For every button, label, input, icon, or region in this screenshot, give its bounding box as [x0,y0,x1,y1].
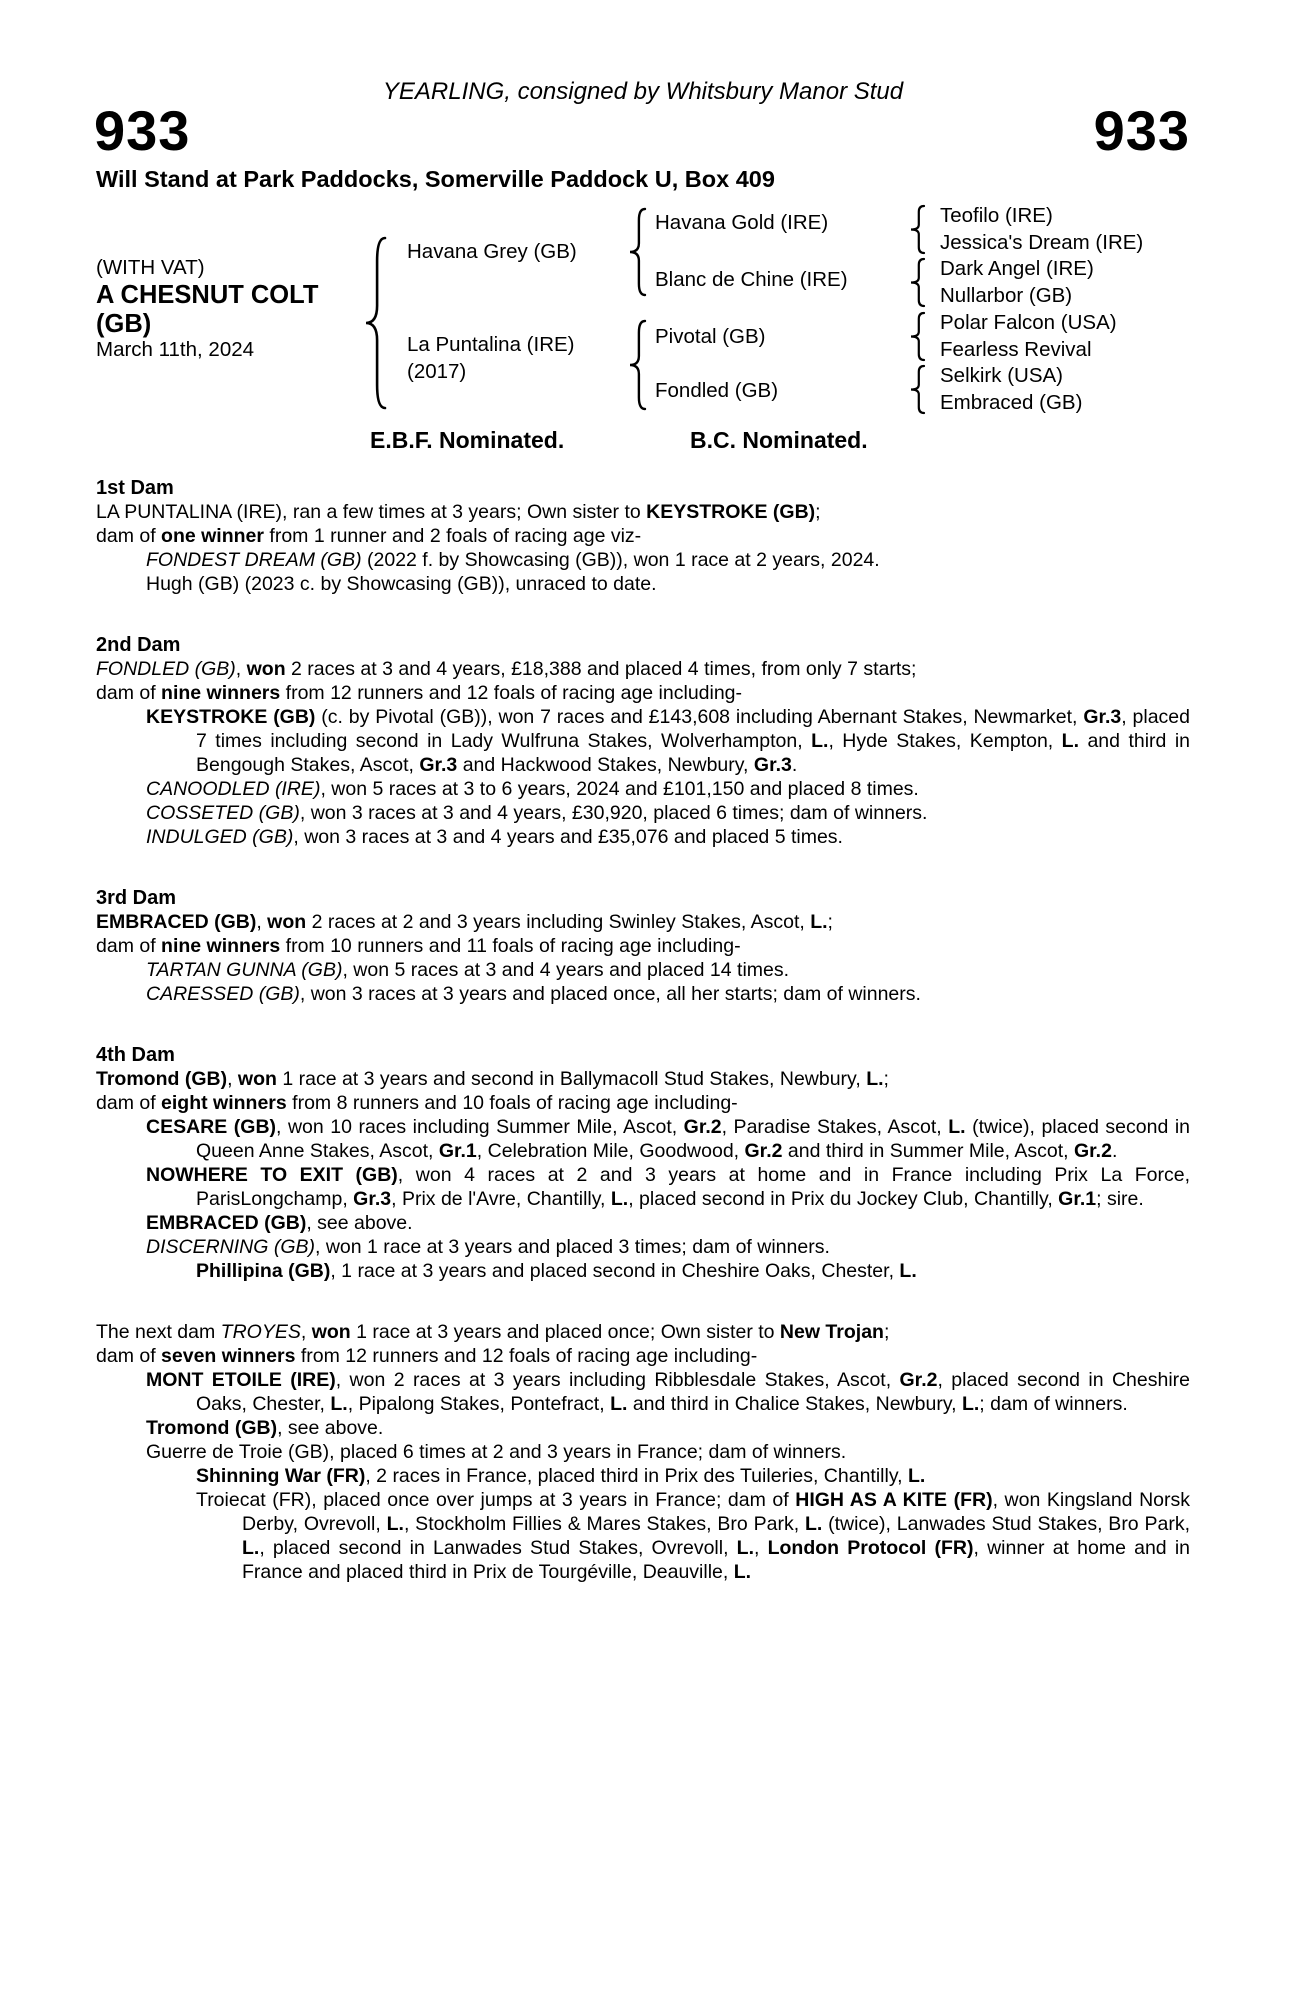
pedigree-sections [96,476,1190,1584]
grandsire-name: Pivotal (GB) [655,325,766,348]
catalogue-paragraph: KEYSTROKE (GB) (c. by Pivotal (GB)), won 7 races and £143,608 including Abernant Stakes, Newmarket, Gr.3, placed 7 times including second in Lady Wulfruna Stakes, Wolverhampton, L., Hyde Stakes, Kempton, L. and third in Bengough Stakes, Ascot, Gr.3 and Hackwood Stakes, Newbury, Gr.3. [146,706,1190,776]
lot-number-left: 933 [94,99,191,162]
catalogue-paragraph: Hugh (GB) (2023 c. by Showcasing (GB)), unraced to date. [146,573,657,595]
dam-year: (2017) [407,360,467,383]
grandsire-name: Havana Gold (IRE) [655,211,829,234]
catalogue-paragraph: EMBRACED (GB), see above. [146,1212,413,1234]
catalogue-paragraph: dam of one winner from 1 runner and 2 foals of racing age viz- [96,525,642,547]
granddam-name: Blanc de Chine (IRE) [655,268,848,291]
dam-section-heading: 1st Dam [96,477,174,499]
foaling-date: March 11th, 2024 [96,338,255,361]
great-grandparent-name: Jessica's Dream (IRE) [940,231,1144,254]
brace-icon [365,237,387,409]
catalogue-paragraph: INDULGED (GB), won 3 races at 3 and 4 years and £35,076 and placed 5 times. [146,826,843,848]
catalogue-paragraph: FONDEST DREAM (GB) (2022 f. by Showcasing (GB)), won 1 race at 2 years, 2024. [146,549,880,571]
with-vat-label: (WITH VAT) [96,256,205,279]
catalogue-paragraph: CANOODLED (IRE), won 5 races at 3 to 6 years, 2024 and £101,150 and placed 8 times. [146,778,919,800]
catalogue-paragraph: FONDLED (GB), won 2 races at 3 and 4 years, £18,388 and placed 4 times, from only 7 starts; [96,658,917,680]
great-grandparent-name: Selkirk (USA) [940,364,1064,387]
catalogue-paragraph: dam of seven winners from 12 runners and 12 foals of racing age including- [96,1345,758,1367]
brace-icon [910,312,926,361]
ebf-nominated-label: E.B.F. Nominated. [370,427,565,453]
catalogue-paragraph: COSSETED (GB), won 3 races at 3 and 4 years, £30,920, placed 6 times; dam of winners. [146,802,928,824]
catalogue-paragraph: Phillipina (GB), 1 race at 3 years and placed second in Cheshire Oaks, Chester, L. [196,1260,917,1282]
great-grandparent-name: Embraced (GB) [940,391,1083,414]
catalogue-paragraph: EMBRACED (GB), won 2 races at 2 and 3 years including Swinley Stakes, Ascot, L.; [96,911,833,933]
great-grandparent-name: Teofilo (IRE) [940,204,1053,227]
dam-section-heading: 3rd Dam [96,887,177,909]
lot-number-right: 933 [1093,99,1190,162]
brace-icon [910,205,926,254]
dam-section-heading: 4th Dam [96,1044,175,1066]
catalogue-paragraph: CESARE (GB), won 10 races including Summer Mile, Ascot, Gr.2, Paradise Stakes, Ascot, L. (twice), placed second in Queen Anne Stakes, Ascot, Gr.1, Celebration Mile, Goodwood, Gr.2 and third in Summer Mile, Ascot, Gr.2. [146,1116,1191,1162]
dam-section [96,1043,1190,1283]
brace-icon [629,208,647,296]
dam-section [96,886,1190,1006]
stand-location-line: Will Stand at Park Paddocks, Somerville Paddock U, Box 409 [96,166,775,192]
dam-section-heading: 2nd Dam [96,634,181,656]
catalogue-paragraph: dam of nine winners from 10 runners and 11 foals of racing age including- [96,935,741,957]
granddam-name: Fondled (GB) [655,379,779,402]
great-grandparent-name: Fearless Revival [940,338,1092,361]
brace-icon [910,258,926,307]
great-grandparent-name: Polar Falcon (USA) [940,311,1117,334]
great-grandparent-name: Dark Angel (IRE) [940,257,1094,280]
bc-nominated-label: B.C. Nominated. [690,427,868,453]
catalogue-paragraph: The next dam TROYES, won 1 race at 3 years and placed once; Own sister to New Trojan; [96,1321,890,1343]
catalogue-paragraph: Tromond (GB), won 1 race at 3 years and second in Ballymacoll Stud Stakes, Newbury, L.; [96,1068,889,1090]
catalogue-paragraph: MONT ETOILE (IRE), won 2 races at 3 years including Ribblesdale Stakes, Ascot, Gr.2, placed second in Cheshire Oaks, Chester, L., Pipalong Stakes, Pontefract, L. and third in Chalice Stakes, Newbury, L.; dam of winners. [146,1369,1190,1415]
colt-name: A CHESNUT COLT [96,281,319,309]
catalogue-paragraph: NOWHERE TO EXIT (GB), won 4 races at 2 and 3 years at home and in France including Prix La Force, ParisLongchamp, Gr.3, Prix de l'Avre, Chantilly, L., placed second in Prix du Jockey Club, Chantilly, Gr.1; sire. [146,1164,1190,1210]
brace-icon [910,365,926,414]
great-grandparent-name: Nullarbor (GB) [940,284,1073,307]
catalogue-paragraph: Shinning War (FR), 2 races in France, placed third in Prix des Tuileries, Chantilly, L. [196,1465,926,1487]
dam-section [96,476,1190,596]
dam-name: La Puntalina (IRE) [407,333,575,356]
catalogue-paragraph: dam of nine winners from 12 runners and 12 foals of racing age including- [96,682,743,704]
catalogue-paragraph: DISCERNING (GB), won 1 race at 3 years and placed 3 times; dam of winners. [146,1236,830,1258]
dam-section [96,633,1190,849]
catalogue-paragraph: dam of eight winners from 8 runners and 10 foals of racing age including- [96,1092,738,1114]
catalogue-paragraph: Guerre de Troie (GB), placed 6 times at 2 and 3 years in France; dam of winners. [146,1441,847,1463]
consignment-title: YEARLING, consigned by Whitsbury Manor Stud [382,78,904,105]
brace-icon [629,320,647,410]
catalogue-paragraph: Tromond (GB), see above. [146,1417,384,1439]
catalogue-paragraph: Troiecat (FR), placed once over jumps at 3 years in France; dam of HIGH AS A KITE (FR), won Kingsland Norsk Derby, Ovrevoll, L., Stockholm Fillies & Mares Stakes, Bro Park, L. (twice), Lanwades Stud Stakes, Bro Park, L., placed second in Lanwades Stud Stakes, Ovrevoll, L., London Protocol (FR), winner at home and in France and placed third in Prix de Tourgéville, Deauville, L. [196,1489,1190,1583]
catalogue-paragraph: TARTAN GUNNA (GB), won 5 races at 3 and 4 years and placed 14 times. [146,959,790,981]
catalogue-paragraph: LA PUNTALINA (IRE), ran a few times at 3 years; Own sister to KEYSTROKE (GB); [96,501,821,523]
catalogue-paragraph: CARESSED (GB), won 3 races at 3 years and placed once, all her starts; dam of winners. [146,983,921,1005]
sire-name: Havana Grey (GB) [407,240,577,263]
dam-section [96,1320,1190,1584]
colt-country: (GB) [96,310,152,338]
